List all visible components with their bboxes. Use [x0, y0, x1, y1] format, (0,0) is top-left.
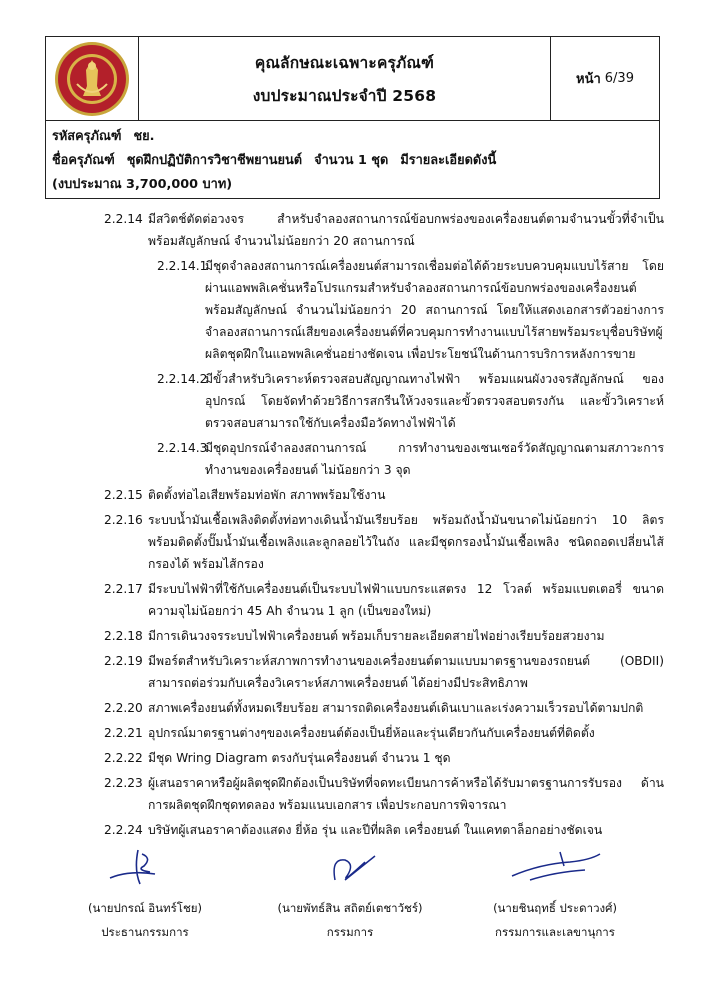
sub-spec-item: [157, 255, 664, 365]
budget-line: (งบประมาณ 3,700,000 บาท): [52, 177, 233, 192]
spec-item: [104, 747, 664, 769]
handwritten-signature-1: [100, 840, 190, 890]
spec-text: บริษัทผู้เสนอราคาต้องแสดง ยี่ห้อ รุ่น และปีที่ผลิต เครื่องยนต์ ในแคทตาล็อกอย่างชัดเจน: [148, 823, 603, 837]
equipment-name-label: ชื่อครุภัณฑ์: [52, 153, 115, 168]
spec-item: [104, 722, 664, 744]
spec-number: 2.2.17: [104, 582, 143, 596]
signature-name-1: (นายปกรณ์ อินทร์โชย): [87, 901, 203, 915]
signature-role-1: ประธานกรรมการ: [101, 925, 189, 939]
vocational-education-commission-logo: [53, 40, 131, 118]
page-label: หน้า: [576, 72, 601, 87]
spec-number: 2.2.21: [104, 726, 143, 740]
budget-year: งบประมาณประจำปี 2568: [252, 86, 437, 105]
spec-text: มีพอร์ตสำหรับวิเคราะห์สภาพการทำงานของเครื่องยนต์ตามแบบมาตรฐานของรถยนต์ (OBDII) สามารถต่อร่วมกับเครื่องวิเคราะห์สภาพเครื่องยนต์ ได้อย่างมีประสิทธิภาพ: [148, 654, 664, 690]
signature-chairman: [60, 840, 230, 942]
document-header: [45, 36, 660, 121]
specification-list: [104, 208, 664, 844]
signature-member: [265, 840, 435, 942]
spec-text: มีการเดินวงจรระบบไฟฟ้าเครื่องยนต์ พร้อมเก็บรายละเอียดสายไฟอย่างเรียบร้อยสวยงาม: [148, 629, 605, 643]
spec-text: ติดตั้งท่อไอเสียพร้อมท่อพัก สภาพพร้อมใช้งาน: [148, 488, 386, 502]
spec-item: [104, 819, 664, 841]
spec-text: มีสวิตช์ตัดต่อวงจร สำหรับจำลองสถานการณ์ข้อบกพร่องของเครื่องยนต์ตามจำนวนขั้วที่จำเป็น พร้อมสัญลักษณ์ จำนวนไม่น้อยกว่า 20 สถานการณ์: [148, 212, 664, 248]
spec-item: [104, 625, 664, 647]
page-value: 6/39: [604, 71, 634, 86]
spec-item: [104, 578, 664, 622]
equipment-name-line: [52, 149, 659, 173]
sub-spec-item: [157, 437, 664, 481]
spec-text: มีชุดอุปกรณ์จำลองสถานการณ์ การทำงานของเซนเซอร์วัดสัญญาณตามสภาวะการทำงานของเครื่องยนต์ ไม่น้อยกว่า 3 จุด: [205, 441, 664, 477]
spec-number: 2.2.24: [104, 823, 143, 837]
document-title: คุณลักษณะเฉพาะครุภัณฑ์: [254, 53, 435, 72]
spec-number: 2.2.19: [104, 654, 143, 668]
spec-number: 2.2.14.2: [157, 372, 208, 386]
spec-item: [104, 509, 664, 575]
page-number: [551, 37, 659, 120]
equipment-meta: [45, 121, 660, 199]
signature-block: [45, 840, 660, 950]
spec-number: 2.2.16: [104, 513, 143, 527]
spec-text: มีชุด Wring Diagram ตรงกับรุ่นเครื่องยนต์ จำนวน 1 ชุด: [148, 751, 451, 765]
equipment-code-label: รหัสครุภัณฑ์: [52, 129, 122, 144]
spec-number: 2.2.14: [104, 212, 143, 226]
spec-item: [104, 484, 664, 506]
spec-item: [104, 208, 664, 252]
spec-item: [104, 697, 664, 719]
signature-role-3: กรรมการและเลขานุการ: [495, 925, 615, 939]
spec-item: [104, 650, 664, 694]
spec-text: ระบบน้ำมันเชื้อเพลิงติดตั้งท่อทางเดินน้ำมันเรียบร้อย พร้อมถังน้ำมันขนาดไม่น้อยกว่า 10 ลิตร พร้อมติดตั้งปั๊มน้ำมันเชื้อเพลิงและลูกลอยไว้ในถัง และมีชุดกรองน้ำมันเชื้อเพลิง ชนิดถอดเปลี่ยนไส้กรองได้ พร้อมไส้กรอง: [148, 513, 664, 571]
spec-text: อุปกรณ์มาตรฐานต่างๆของเครื่องยนต์ต้องเป็นยี่ห้อและรุ่นเดียวกันกับเครื่องยนต์ที่ติดตั้ง: [148, 726, 595, 740]
equipment-details: มีรายละเอียดดังนี้: [400, 153, 497, 168]
spec-number: 2.2.20: [104, 701, 143, 715]
signature-role-2: กรรมการ: [326, 925, 374, 939]
spec-text: ผู้เสนอราคาหรือผู้ผลิตชุดฝึกต้องเป็นบริษัทที่จดทะเบียนการค้าหรือได้รับมาตรฐานการรับรอง ด้านการผลิตชุดฝึกชุดทดลอง พร้อมแนบเอกสาร เพื่อประกอบการพิจารณา: [148, 776, 664, 812]
handwritten-signature-2: [305, 840, 395, 890]
spec-number: 2.2.14.1: [157, 259, 208, 273]
logo-cell: [46, 37, 139, 120]
equipment-code-value: ชย.: [133, 129, 155, 144]
spec-text: สภาพเครื่องยนต์ทั้งหมดเรียบร้อย สามารถติดเครื่องยนต์เดินเบาและเร่งความเร็วรอบได้ตามปกติ: [148, 701, 644, 715]
spec-text: มีชุดจำลองสถานการณ์เครื่องยนต์สามารถเชื่อมต่อได้ด้วยระบบควบคุมแบบไร้สาย โดยผ่านแอพพลิเคชั่นหรือโปรแกรมสำหรับจำลองสถานการณ์ข้อบกพร่องของเครื่องยนต์ พร้อมสัญลักษณ์ จำนวนไม่น้อยกว่า 20 สถานการณ์ โดยให้แสดงเอกสารตัวอย่างการจำลองสถานการณ์เสียของเครื่องยนต์ที่ควบคุมการทำงานแบบไร้สายพร้อมระบุชื่อบริษัทผู้ผลิตชุดฝึกในแอพพลิเคชั่นอย่างชัดเจน เพื่อประโยชน์ในด้านการบริการหลังการขาย: [205, 259, 664, 361]
equipment-qty: จำนวน 1 ชุด: [314, 153, 389, 168]
spec-number: 2.2.14.3: [157, 441, 208, 455]
spec-number: 2.2.15: [104, 488, 143, 502]
spec-text: มีระบบไฟฟ้าที่ใช้กับเครื่องยนต์เป็นระบบไฟฟ้าแบบกระแสตรง 12 โวลต์ พร้อมแบตเตอรี่ ขนาดความจุไม่น้อยกว่า 45 Ah จำนวน 1 ลูก (เป็นของใหม่): [148, 582, 664, 618]
signature-name-2: (นายพัทธ์สิน สถิตย์เตชาวัชร์): [277, 901, 423, 915]
signature-name-3: (นายชินฤทธิ์ ประดาวงศ์): [493, 901, 617, 915]
spec-item: [104, 772, 664, 816]
signature-secretary: [470, 840, 640, 942]
title-cell: [139, 37, 551, 120]
spec-number: 2.2.22: [104, 751, 143, 765]
handwritten-signature-3: [500, 840, 610, 890]
spec-number: 2.2.23: [104, 776, 143, 790]
spec-number: 2.2.18: [104, 629, 143, 643]
equipment-code-line: [52, 125, 659, 149]
equipment-name-value: ชุดฝึกปฏิบัติการวิชาชีพยานยนต์: [126, 153, 303, 168]
sub-spec-item: [157, 368, 664, 434]
spec-text: มีขั้วสำหรับวิเคราะห์ตรวจสอบสัญญาณทางไฟฟ้า พร้อมแผนผังวงจรสัญลักษณ์ ของอุปกรณ์ โดยจัดทำด้วยวิธีการสกรีนให้วงจรและขั้วตรวจสอบตรงกัน และขั้ววิเคราะห์ตรวจสอบสามารถใช้กับเครื่องมือวัดทางไฟฟ้าได้: [205, 372, 664, 430]
